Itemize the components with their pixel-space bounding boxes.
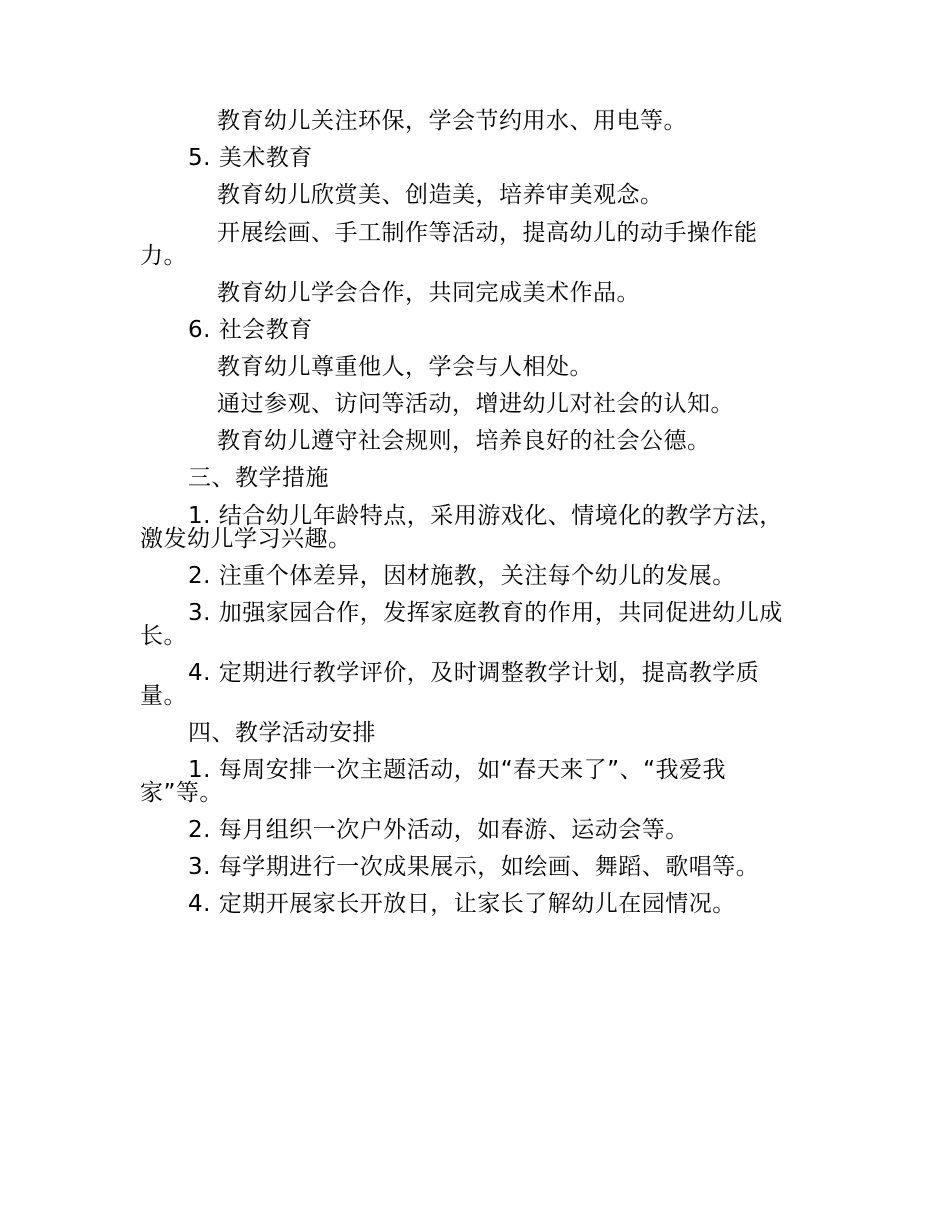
section-heading-activity-schedule: 四、教学活动安排 <box>188 720 376 746</box>
text-line: 教育幼儿尊重他人，学会与人相处。 <box>217 354 593 380</box>
text-line-continuation: 长。 <box>140 623 187 649</box>
list-item: 2. 每月组织一次户外活动，如春游、运动会等。 <box>188 817 689 843</box>
list-item: 3. 加强家园合作，发挥家庭教育的作用，共同促进幼儿成 <box>188 600 783 626</box>
section-heading-art-education: 5. 美术教育 <box>188 145 313 171</box>
list-item: 1. 每周安排一次主题活动，如“春天来了”、“我爱我 <box>188 757 727 783</box>
section-heading-social-education: 6. 社会教育 <box>188 317 313 343</box>
list-item: 2. 注重个体差异，因材施教，关注每个幼儿的发展。 <box>188 563 736 589</box>
text-line: 开展绘画、手工制作等活动，提高幼儿的动手操作能 <box>217 220 758 246</box>
text-line-continuation: 量。 <box>140 683 187 709</box>
list-item: 4. 定期开展家长开放日，让家长了解幼儿在园情况。 <box>188 891 736 917</box>
text-line-continuation: 激发幼儿学习兴趣。 <box>140 526 352 552</box>
text-line: 教育幼儿遵守社会规则，培养良好的社会公德。 <box>217 428 711 454</box>
section-heading-teaching-measures: 三、教学措施 <box>188 465 329 491</box>
text-line: 教育幼儿欣赏美、创造美，培养审美观念。 <box>217 182 664 208</box>
text-line: 教育幼儿学会合作，共同完成美术作品。 <box>217 280 640 306</box>
text-line: 通过参观、访问等活动，增进幼儿对社会的认知。 <box>217 391 734 417</box>
list-item: 1. 结合幼儿年龄特点，采用游戏化、情境化的教学方法， <box>188 503 783 529</box>
text-line-continuation: 力。 <box>140 243 187 269</box>
text-line: 教育幼儿关注环保，学会节约用水、用电等。 <box>217 108 687 134</box>
text-line-continuation: 家”等。 <box>140 780 223 806</box>
list-item: 3. 每学期进行一次成果展示，如绘画、舞蹈、歌唱等。 <box>188 854 760 880</box>
list-item: 4. 定期进行教学评价，及时调整教学计划，提高教学质 <box>188 660 760 686</box>
